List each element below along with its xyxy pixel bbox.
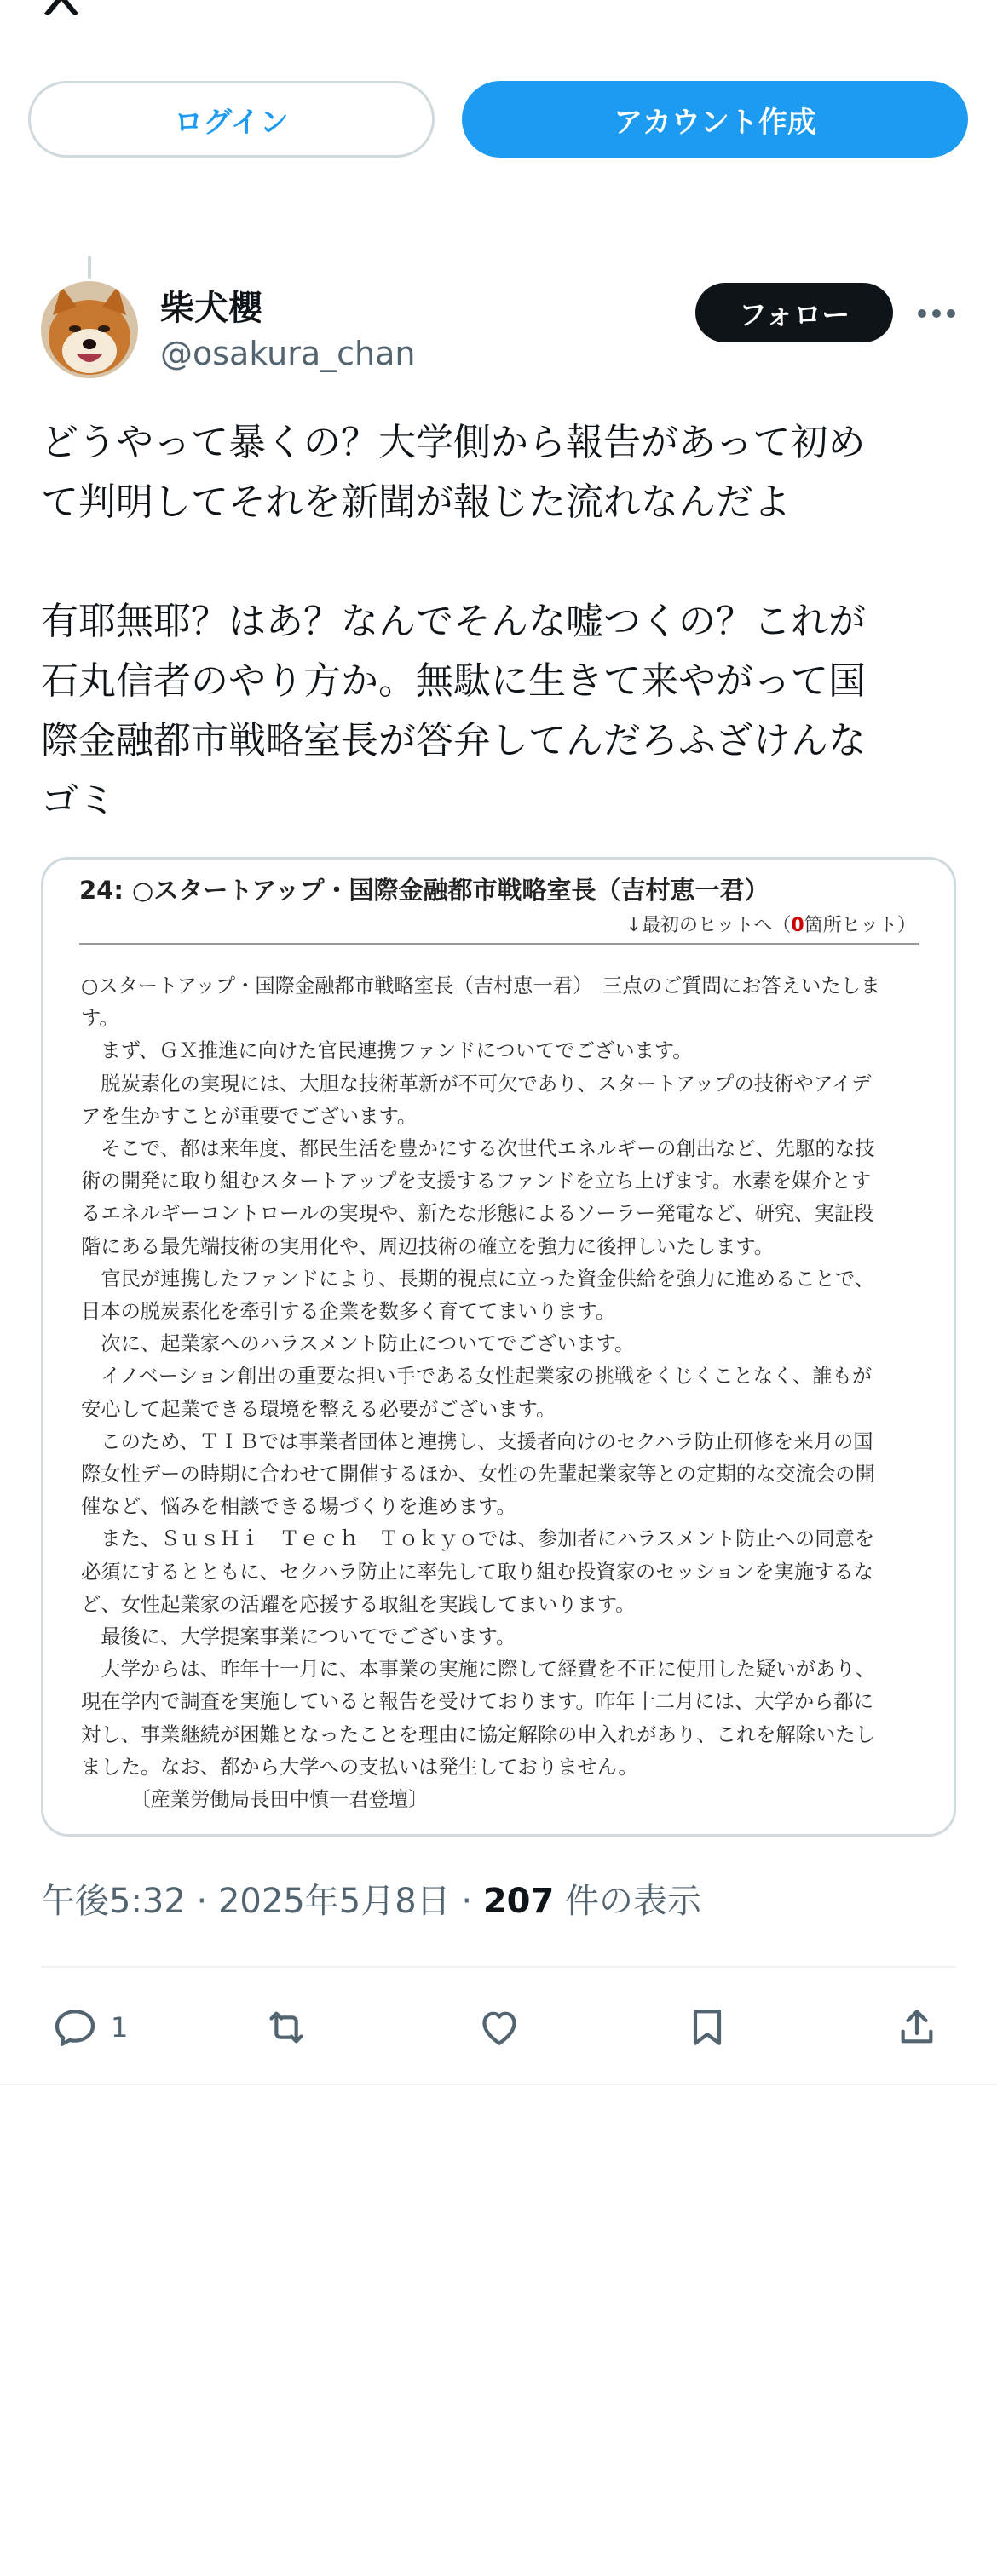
divider <box>41 1966 956 1968</box>
tweet-text: どうやって暴くの？大学側から報告があって初め て判明してそれを新聞が報じた流れなんだよ 有耶無耶？はあ？なんでそんな嘘つくの？これが 石丸信者のやり方か。無駄に生きて来やがって国 際金融都市戦略室長が答弁してんだろふざけんな ゴミ <box>41 421 866 822</box>
action-bar <box>0 1993 997 2061</box>
shiba-dog-avatar <box>41 281 138 378</box>
user-handle[interactable]: @osakura_chan <box>160 335 416 372</box>
more-options-icon[interactable] <box>915 298 958 329</box>
share-icon <box>893 2004 941 2051</box>
hit-count: 0 <box>791 915 804 936</box>
follow-button[interactable]: フォロー <box>695 283 893 342</box>
avatar[interactable] <box>41 281 138 378</box>
top-bar <box>0 0 997 26</box>
tweet-date[interactable]: 2025年5月8日 <box>217 1882 451 1921</box>
tweet-meta <box>41 1874 701 1923</box>
views-label: 件の表示 <box>554 1882 702 1921</box>
document-hit-link <box>626 911 916 937</box>
tweet-time[interactable]: 午後5:32 <box>41 1882 186 1921</box>
like-button[interactable] <box>475 1993 523 2061</box>
views-count: 207 <box>482 1882 555 1921</box>
meta-separator: · <box>185 1882 218 1921</box>
reply-icon <box>51 2004 99 2051</box>
retweet-icon <box>262 2004 310 2051</box>
display-name[interactable]: 柴犬櫻 <box>160 289 262 328</box>
x-logo-icon[interactable] <box>43 0 94 15</box>
hit-suffix: 箇所ヒット） <box>804 915 916 936</box>
thread-connector <box>88 256 91 279</box>
signup-button[interactable]: アカウント作成 <box>462 81 968 158</box>
reply-button[interactable] <box>51 1993 128 2061</box>
divider <box>0 2084 997 2085</box>
hit-prefix: ↓最初のヒットへ（ <box>625 915 792 936</box>
bookmark-button[interactable] <box>683 1993 731 2061</box>
retweet-button[interactable] <box>262 1993 310 2061</box>
like-icon <box>475 2004 523 2051</box>
login-button[interactable]: ログイン <box>28 81 435 158</box>
bookmark-icon <box>683 2004 731 2051</box>
meta-separator: · <box>450 1882 483 1921</box>
reply-count: 1 <box>111 2011 129 2044</box>
document-rule <box>79 943 919 945</box>
share-button[interactable] <box>893 1993 941 2061</box>
tweet-media-image[interactable] <box>41 857 956 1837</box>
document-title: 24: ○スタートアップ・国際金融都市戦略室長（吉村恵一君） <box>79 876 769 905</box>
document-body: ○スタートアップ・国際金融都市戦略室長（吉村恵一君） 三点のご質問にお答えいたしま す。 まず、ＧＸ推進に向けた官民連携ファンドについてでございます。 脱炭素化の実現には、大胆な技術革新が不可欠であり、スタートアップの技術やアイデ アを生かすことが重要でございます。 そこで、都は来年度、都民生活を豊かにする次世代エネルギーの創出など、先駆的な技 術の開発に取り組むスタートアップを支援するファンドを立ち上げます。水素を媒介とす るエネルギーコントロールの実現や、新たな形態によるソーラー発電など、研究、実証段 階にある最先端技術の実用化や、周辺技術の確立を強力に後押しいたします。 官民が連携したファンドにより、長期的視点に立った資金供給を強力に進めることで、 日本の脱炭素化を牽引する企業を数多く育ててまいります。 次に、起業家へのハラスメント防止についてでございます。 イノベーション創出の重要な担い手である女性起業家の挑戦をくじくことなく、誰もが 安心して起業できる環境を整える必要がございます。 このため、ＴＩＢでは事業者団体と連携し、支援者向けのセクハラ防止研修を来月の国 際女性デーの時期に合わせて開催するほか、女性の先輩起業家等との定期的な交流会の開 催など、悩みを相談できる場づくりを進めます。 また、ＳｕｓＨｉ Ｔｅｃｈ Ｔｏｋｙｏでは、参加者にハラスメント防止への同意を 必須にするとともに、セクハラ防止に率先して取り組む投資家のセッションを実施するな ど、女性起業家の活躍を応援する取組を実践してまいります。 最後に、大学提案事業についてでございます。 大学からは、昨年十一月に、本事業の実施に際して経費を不正に使用した疑いがあり、 現在学内で調査を実施していると報告を受けております。昨年十二月には、大学から都に 対し、事業継続が困難となったことを理由に協定解除の申入れがあり、これを解除いたし ました。なお、都から大学への支払いは発生しておりません。 〔産業労働局長田中慎一君登壇〕 <box>81 975 881 1812</box>
